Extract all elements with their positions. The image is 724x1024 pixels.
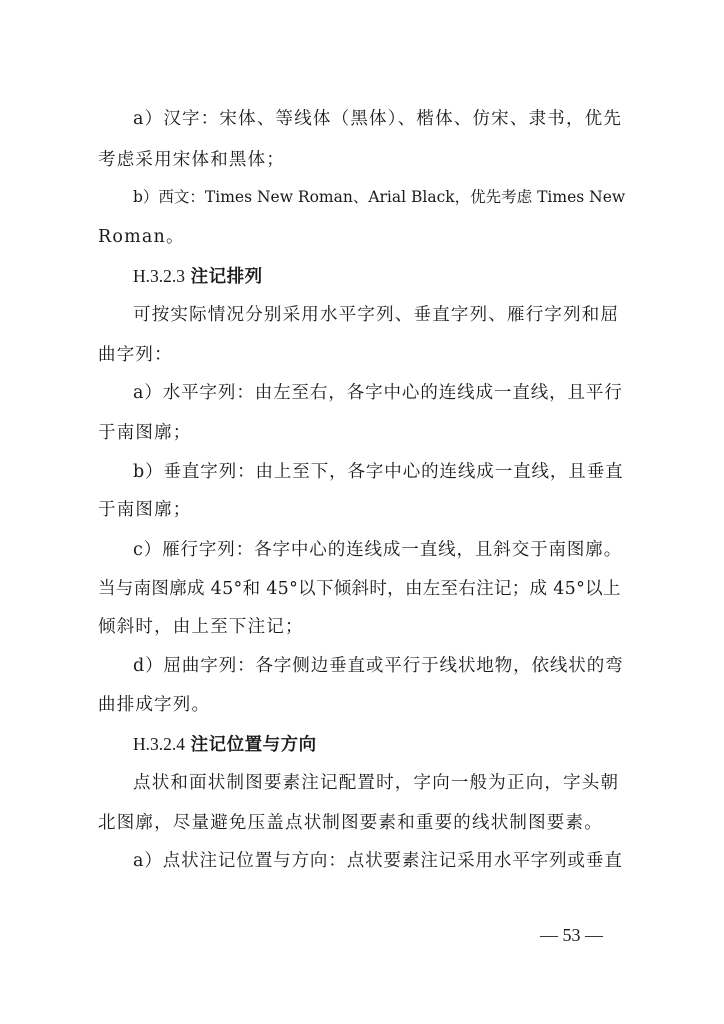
paragraph-line: 于南图廓；	[98, 500, 192, 520]
paragraph-line: b）垂直字列：由上至下，各字中心的连线成一直线，且垂直	[133, 462, 624, 482]
section-number: H.3.2.4	[133, 734, 186, 754]
paragraph-line: d）屈曲字列：各字侧边垂直或平行于线状地物，依线状的弯	[133, 656, 624, 676]
paragraph-line: c）雁行字列：各字中心的连线成一直线，且斜交于南图廓。	[133, 540, 623, 560]
section-heading	[133, 263, 263, 290]
paragraph-line: 倾斜时，由上至下注记；	[98, 617, 304, 637]
paragraph-line: 当与南图廓成 45°和 45°以下倾斜时，由左至右注记；成 45°以上	[98, 579, 621, 599]
paragraph-line: 考虑采用宋体和黑体；	[98, 150, 285, 170]
paragraph-line: 曲排成字列。	[98, 695, 211, 715]
section-heading	[133, 731, 317, 758]
paragraph-line: a）水平字列：由左至右，各字中心的连线成一直线，且平行	[133, 383, 623, 403]
section-title: 注记排列	[190, 267, 263, 287]
section-title: 注记位置与方向	[190, 735, 317, 755]
paragraph-line: 可按实际情况分别采用水平字列、垂直字列、雁行字列和屈	[133, 305, 620, 325]
paragraph-line: 曲字列：	[98, 345, 173, 365]
paragraph-line: a）点状注记位置与方向：点状要素注记采用水平字列或垂直	[133, 851, 623, 871]
paragraph-line: 点状和面状制图要素注记配置时，字向一般为正向，字头朝	[133, 773, 620, 793]
paragraph-line: 北图廓，尽量避免压盖点状制图要素和重要的线状制图要素。	[98, 813, 603, 833]
paragraph-line: a）汉字：宋体、等线体（黑体）、楷体、仿宋、隶书，优先	[133, 109, 623, 129]
paragraph-line: b）西文：Times New Roman、Arial Black，优先考虑 Times New	[133, 188, 626, 206]
section-number: H.3.2.3	[133, 266, 186, 286]
page-number: — 53 —	[540, 925, 603, 945]
paragraph-line: Roman。	[98, 227, 185, 247]
paragraph-line: 于南图廓；	[98, 423, 192, 443]
